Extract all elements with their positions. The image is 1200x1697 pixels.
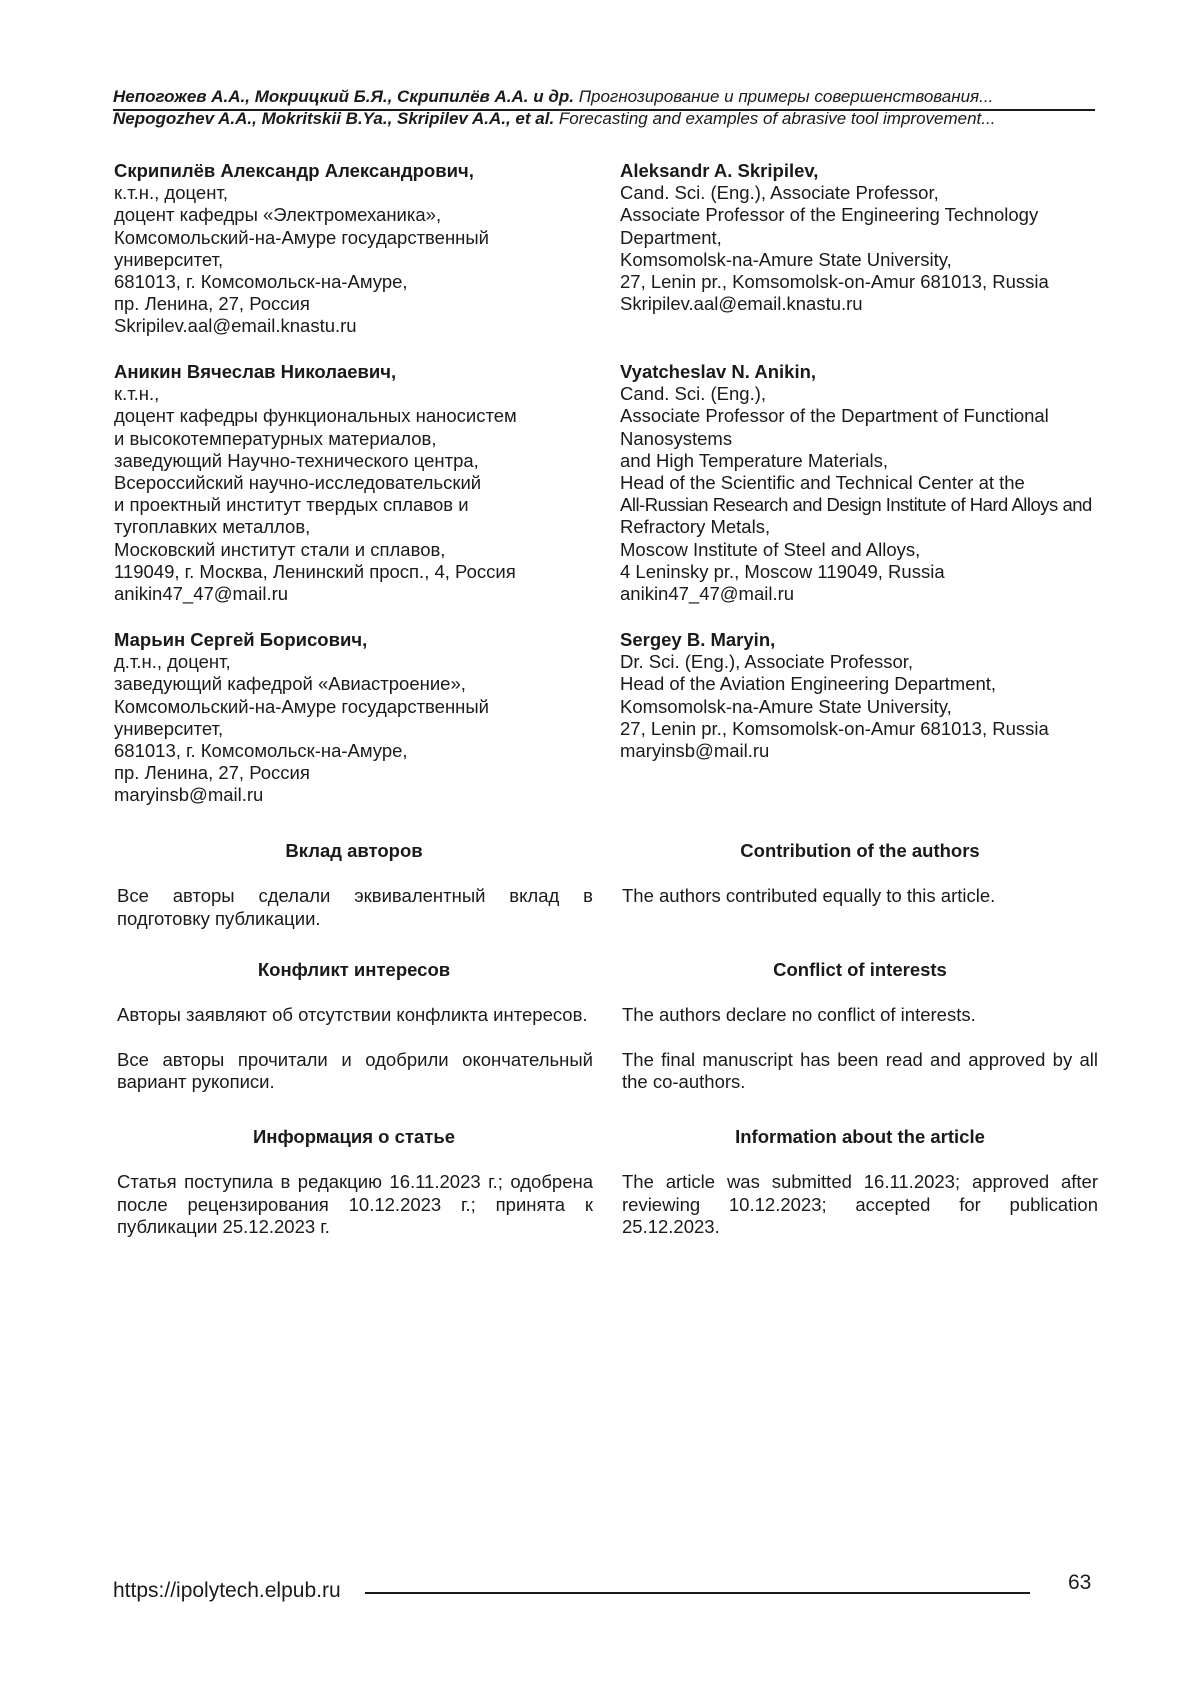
header-en-authors: Nepogozhev A.A., Mokritskii B.Ya., Skripilev A.A., et al. (113, 109, 555, 128)
author-line: Cand. Sci. (Eng.), (620, 383, 767, 405)
author-line: Moscow Institute of Steel and Alloys, (620, 538, 921, 560)
author-line: 27, Lenin pr., Komsomolsk-on-Amur 681013, Russia (620, 717, 1049, 739)
contribution-paragraph-en: The authors contributed equally to this article. (622, 885, 996, 906)
author-line: и высокотемпературных материалов, (114, 427, 437, 449)
author-line: и проектный институт твердых сплавов и (114, 494, 469, 516)
author-en-2 (620, 361, 1100, 605)
author-name: Aleksandr A. Skripilev, (620, 160, 819, 181)
author-line: Komsomolsk-na-Amure State University, (620, 695, 952, 717)
author-name: Аникин Вячеслав Николаевич, (114, 361, 397, 382)
contribution-title-ru: Вклад авторов (285, 840, 423, 861)
author-email[interactable]: anikin47_47@mail.ru (114, 583, 289, 605)
author-ru-3 (114, 629, 594, 807)
conflict-text-ru (117, 1004, 593, 1116)
author-line: Всероссийский научно-исследовательский (114, 472, 482, 494)
author-line: 4 Leninsky pr., Moscow 119049, Russia (620, 560, 945, 582)
author-email[interactable]: Skripilev.aal@email.knastu.ru (620, 293, 863, 315)
header-ru (113, 86, 1093, 108)
header-divider (113, 109, 1095, 111)
contribution-text-en (622, 885, 1098, 930)
conflict-paragraph-en-2: The final manuscript has been read and approved by all the co-authors. (622, 1048, 1098, 1092)
conflict-paragraph-ru-2: Все авторы прочитали и одобрили окончательный вариант рукописи. (117, 1048, 593, 1092)
info-text-en (622, 1171, 1098, 1261)
author-line: заведующий кафедрой «Авиастроение», (114, 673, 466, 695)
conflict-title-ru: Конфликт интересов (257, 959, 451, 980)
author-name: Марьин Сергей Борисович, (114, 629, 368, 650)
info-title-en: Information about the article (735, 1126, 985, 1147)
page-number: 63 (1068, 1571, 1092, 1594)
conflict-text-en (622, 1004, 1098, 1116)
author-line: Nanosystems (620, 427, 733, 449)
journal-url[interactable]: https://ipolytech.elpub.ru (113, 1579, 341, 1602)
author-line: университет, (114, 717, 224, 739)
author-line: Associate Professor of the Engineering Technology (620, 204, 1039, 226)
info-paragraph-ru: Статья поступила в редакцию 16.11.2023 г.; одобрена после рецензирования 10.12.2023 г.; принята к публикации 25.12.2023 г. (117, 1171, 593, 1237)
author-line: Dr. Sci. (Eng.), Associate Professor, (620, 651, 914, 673)
author-line: Refractory Metals, (620, 516, 771, 538)
conflict-title-en: Conflict of interests (773, 959, 947, 980)
author-line: доцент кафедры функциональных наносистем (114, 405, 517, 427)
header-ru-title: Прогнозирование и примеры совершенствования... (578, 87, 994, 106)
author-line: д.т.н., доцент, (114, 651, 231, 673)
author-line: Department, (620, 226, 722, 248)
author-line: Комсомольский-на-Амуре государственный (114, 695, 490, 717)
author-ru-2 (114, 361, 594, 605)
author-line: Head of the Aviation Engineering Department, (620, 673, 997, 695)
author-line: пр. Ленина, 27, Россия (114, 293, 310, 315)
conflict-paragraph-ru-1: Авторы заявляют об отсутствии конфликта интересов. (117, 1004, 588, 1025)
info-paragraph-en: The article was submitted 16.11.2023; approved after reviewing 10.12.2023; accepted for publication 25.12.2023. (622, 1171, 1098, 1237)
author-line: Head of the Scientific and Technical Center at the (620, 472, 1025, 494)
author-line: к.т.н., (114, 383, 160, 405)
header-ru-authors: Непогожев А.А., Мокрицкий Б.Я., Скрипилёв А.А. и др. (113, 87, 574, 106)
author-line: All-Russian Research and Design Institute of Hard Alloys and (620, 494, 1092, 516)
author-name: Скрипилёв Александр Александрович, (114, 160, 474, 181)
conflict-paragraph-en-1: The authors declare no conflict of interests. (622, 1004, 976, 1025)
author-line: университет, (114, 248, 224, 270)
author-line: 27, Lenin pr., Komsomolsk-on-Amur 681013, Russia (620, 271, 1049, 293)
author-line: Московский институт стали и сплавов, (114, 538, 446, 560)
author-line: тугоплавких металлов, (114, 516, 311, 538)
author-line: and High Temperature Materials, (620, 449, 889, 471)
author-name: Sergey B. Maryin, (620, 629, 776, 650)
author-email[interactable]: maryinsb@mail.ru (620, 740, 770, 762)
author-line: Cand. Sci. (Eng.), Associate Professor, (620, 182, 939, 204)
author-line: Komsomolsk-na-Amure State University, (620, 248, 952, 270)
author-en-1 (620, 160, 1100, 315)
author-line: 681013, г. Комсомольск-на-Амуре, (114, 740, 408, 762)
contribution-paragraph-ru: Все авторы сделали эквивалентный вклад в подготовку публикации. (117, 885, 593, 929)
info-text-ru (117, 1171, 593, 1261)
author-line: заведующий Научно-технического центра, (114, 449, 479, 471)
author-en-3 (620, 629, 1100, 762)
running-header (113, 86, 1093, 130)
author-email[interactable]: anikin47_47@mail.ru (620, 583, 795, 605)
author-line: к.т.н., доцент, (114, 182, 228, 204)
contribution-text-ru (117, 885, 593, 952)
author-ru-1 (114, 160, 594, 338)
author-line: 119049, г. Москва, Ленинский просп., 4, Россия (114, 560, 516, 582)
author-line: Комсомольский-на-Амуре государственный (114, 226, 490, 248)
info-title-ru: Информация о статье (253, 1126, 455, 1147)
author-line: доцент кафедры «Электромеханика», (114, 204, 442, 226)
author-line: пр. Ленина, 27, Россия (114, 762, 310, 784)
author-name: Vyatcheslav N. Anikin, (620, 361, 817, 382)
header-en-title: Forecasting and examples of abrasive tool improvement... (558, 109, 996, 128)
author-line: Associate Professor of the Department of Functional (620, 405, 1049, 427)
author-email[interactable]: maryinsb@mail.ru (114, 784, 264, 806)
author-line: 681013, г. Комсомольск-на-Амуре, (114, 271, 408, 293)
footer-divider (365, 1592, 1030, 1594)
header-en (113, 108, 1093, 130)
contribution-title-en: Contribution of the authors (740, 840, 980, 861)
author-email[interactable]: Skripilev.aal@email.knastu.ru (114, 315, 357, 337)
